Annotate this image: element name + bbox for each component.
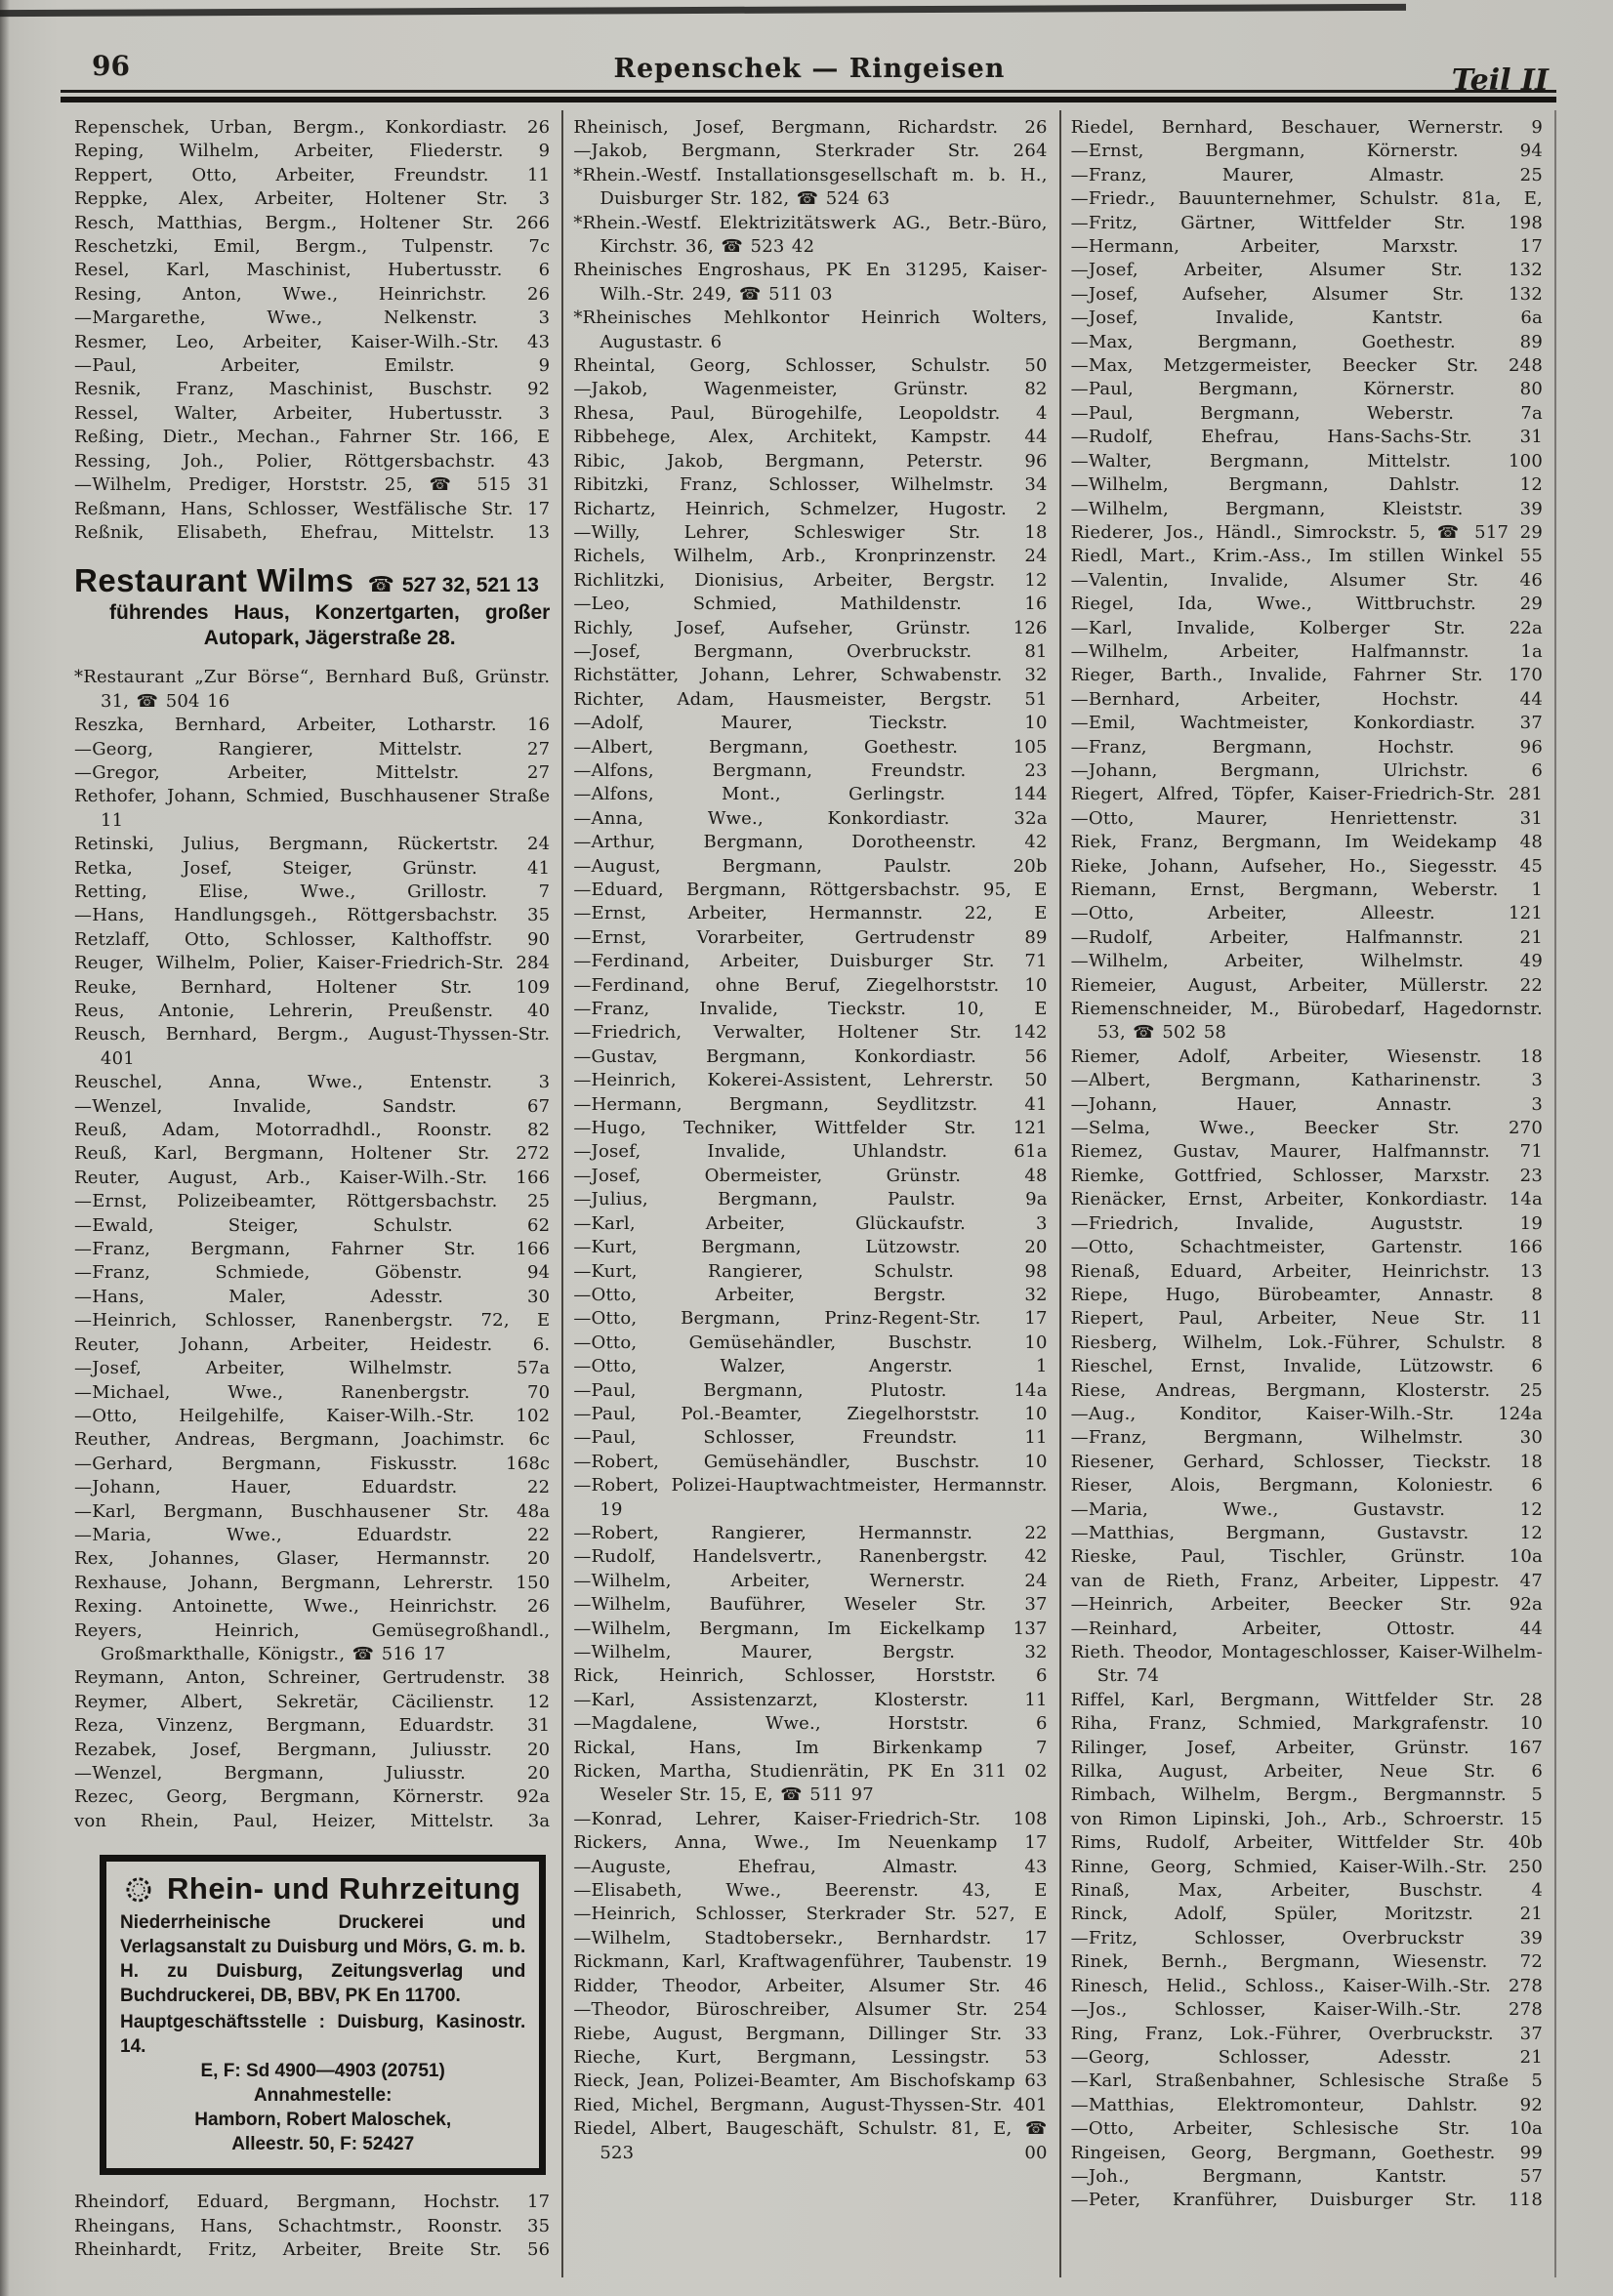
directory-entry: —Franz, Bergmann, Hochstr. 96 xyxy=(1070,736,1543,758)
directory-entry: —Josef, Arbeiter, Wilhelmstr. 57a xyxy=(74,1358,551,1379)
directory-entry: *Rheinisches Mehlkontor Heinrich Wolters, Augustastr. 6 xyxy=(573,308,1048,352)
directory-entry: Reßing, Dietr., Mechan., Fahrner Str. 166, E xyxy=(74,427,551,448)
ad-zeitung-title-row xyxy=(120,1871,525,1906)
directory-entry: Rienaß, Eduard, Arbeiter, Heinrichstr. 13 xyxy=(1070,1260,1543,1282)
directory-entry: Riek, Franz, Bergmann, Im Weidekamp 48 xyxy=(1070,832,1543,853)
directory-entry: —Gregor, Arbeiter, Mittelstr. 27 xyxy=(74,761,551,783)
directory-entry: —Ernst, Vorarbeiter, Gertrudenstr 89 xyxy=(573,926,1048,948)
column-3 xyxy=(1059,110,1556,2277)
scan-artifact-left xyxy=(0,0,10,2296)
ad-zeitung-body: Niederrheinische Druckerei und Verlagsanstalt zu Duisburg und Mörs, G. m. b. H. zu Duisburg, Zeitungsverlag und Buchdruckerei, DB, BBV, PK En 11700. xyxy=(120,1912,526,2007)
directory-entry: Riemez, Gustav, Maurer, Halfmannstr. 71 xyxy=(1070,1141,1543,1163)
entry-list xyxy=(1071,116,1543,2213)
directory-entry: Rheingans, Hans, Schachtmstr., Roonstr. 35 xyxy=(74,2215,551,2236)
directory-entry: —Ewald, Steiger, Schulstr. 62 xyxy=(74,1214,551,1236)
directory-entry: Riegert, Alfred, Töpfer, Kaiser-Friedrich-Str. 281 xyxy=(1070,784,1543,805)
directory-entry: —Josef, Arbeiter, Alsumer Str. 132 xyxy=(1070,260,1543,281)
directory-entry: Rezabek, Josef, Bergmann, Juliusstr. 20 xyxy=(74,1739,551,1760)
directory-entry: —Albert, Bergmann, Goethestr. 105 xyxy=(573,736,1048,758)
directory-entry: —Anna, Wwe., Konkordiastr. 32a xyxy=(573,807,1048,829)
directory-entry: Riedel, Albert, Baugeschäft, Schulstr. 81, E, ☎ 523 00 xyxy=(573,2118,1048,2163)
ad-zeitung-center-line: Hamborn, Robert Maloschek, xyxy=(194,2110,452,2131)
header-rule-thin xyxy=(61,90,1556,93)
directory-entry: —Valentin, Invalide, Alsumer Str. 46 xyxy=(1070,569,1543,591)
directory-entry: von Rimon Lipinski, Joh., Arb., Schroerstr. 15 xyxy=(1070,1808,1543,1829)
directory-entry: Riemenschneider, M., Bürobedarf, Hagedornstr. 53, ☎ 502 58 xyxy=(1070,999,1543,1044)
directory-entry: Ried, Michel, Bergmann, August-Thyssen-Str. 401 xyxy=(573,2094,1048,2115)
directory-entry: Rhesa, Paul, Bürogehilfe, Leopoldstr. 4 xyxy=(573,402,1048,424)
directory-entry: —Wilhelm, Arbeiter, Wilhelmstr. 49 xyxy=(1070,951,1543,972)
directory-entry: Reza, Vinzenz, Bergmann, Eduardstr. 31 xyxy=(74,1715,551,1737)
directory-entry: —Fritz, Schlosser, Overbruckstr 39 xyxy=(1070,1927,1543,1948)
column-1 xyxy=(64,110,561,2277)
directory-entry: —Jakob, Bergmann, Sterkrader Str. 264 xyxy=(573,141,1048,162)
directory-entry: —Otto, Schachtmeister, Gartenstr. 166 xyxy=(1070,1237,1543,1258)
directory-entry: Riepe, Hugo, Bürobeamter, Annastr. 8 xyxy=(1070,1284,1543,1305)
directory-entry: —Robert, Polizei-Hauptwachtmeister, Hermannstr. 19 xyxy=(573,1475,1048,1520)
directory-entry: —Kurt, Rangierer, Schulstr. 98 xyxy=(573,1260,1048,1282)
directory-entry: Reuter, August, Arb., Kaiser-Wilh.-Str. 166 xyxy=(74,1167,551,1188)
directory-entry: Reuß, Adam, Motorradhdl., Roonstr. 82 xyxy=(74,1120,551,1141)
directory-entry: —Franz, Bergmann, Fahrner Str. 166 xyxy=(74,1239,551,1260)
directory-entry: —Karl, Assistenzarzt, Klosterstr. 11 xyxy=(573,1689,1048,1710)
directory-entry: Resmer, Leo, Arbeiter, Kaiser-Wilh.-Str. 43 xyxy=(74,331,551,352)
directory-entry: —Albert, Bergmann, Katharinenstr. 3 xyxy=(1070,1070,1543,1091)
directory-entry: —Friedrich, Verwalter, Holtener Str. 142 xyxy=(573,1022,1048,1044)
directory-entry: —Ernst, Polizeibeamter, Röttgersbachstr. 25 xyxy=(74,1191,551,1212)
directory-entry: —Ernst, Arbeiter, Hermannstr. 22, E xyxy=(573,903,1048,924)
directory-entry: —Gustav, Bergmann, Konkordiastr. 56 xyxy=(573,1046,1048,1067)
directory-entry: Ridder, Theodor, Arbeiter, Alsumer Str. 46 xyxy=(573,1975,1048,1996)
directory-entry: —Theodor, Büroschreiber, Alsumer Str. 254 xyxy=(573,1999,1048,2021)
directory-entry: —Konrad, Lehrer, Kaiser-Friedrich-Str. 108 xyxy=(573,1808,1048,1829)
directory-entry: —Adolf, Maurer, Tieckstr. 10 xyxy=(573,713,1048,734)
directory-entry: —Ferdinand, ohne Beruf, Ziegelhorststr. 10 xyxy=(573,974,1048,996)
directory-entry: Ribitzki, Franz, Schlosser, Wilhelmstr. 34 xyxy=(573,474,1048,496)
directory-entry: —Heinrich, Kokerei-Assistent, Lehrerstr. 50 xyxy=(573,1070,1048,1091)
directory-entry: —Paul, Schlosser, Freundstr. 11 xyxy=(573,1427,1048,1449)
directory-entry: Riemann, Ernst, Bergmann, Weberstr. 1 xyxy=(1070,880,1543,900)
directory-entry: —Margarethe, Wwe., Nelkenstr. 3 xyxy=(74,308,551,329)
directory-entry: —Alfons, Mont., Gerlingstr. 144 xyxy=(573,784,1048,805)
directory-entry: —Hans, Maler, Adesstr. 30 xyxy=(74,1286,551,1307)
directory-entry: Riemke, Gottfried, Schlosser, Marxstr. 23 xyxy=(1070,1165,1543,1186)
directory-entry: Riesener, Gerhard, Schlosser, Tieckstr. 18 xyxy=(1070,1451,1543,1472)
ad-zeitung-center-line: Annahmestelle: xyxy=(253,2085,393,2107)
directory-entry: Rinne, Georg, Schmied, Kaiser-Wilh.-Str. 250 xyxy=(1070,1856,1543,1877)
directory-entry: Retinski, Julius, Bergmann, Rückertstr. 24 xyxy=(74,834,551,855)
directory-entry: Riedl, Mart., Krim.-Ass., Im stillen Winkel 55 xyxy=(1070,546,1543,567)
directory-entry: Rienäcker, Ernst, Arbeiter, Konkordiastr. 14a xyxy=(1070,1189,1543,1210)
directory-entry: —Karl, Arbeiter, Glückaufstr. 3 xyxy=(573,1212,1048,1234)
directory-entry: Richlitzki, Dionisius, Arbeiter, Bergstr. 12 xyxy=(573,569,1048,591)
directory-entry: Rieske, Paul, Tischler, Grünstr. 10a xyxy=(1070,1546,1543,1568)
directory-columns xyxy=(64,110,1556,2277)
directory-entry: Ringeisen, Georg, Bergmann, Goethestr. 99 xyxy=(1070,2142,1543,2163)
directory-entry: —Heinrich, Schlosser, Sterkrader Str. 527, E xyxy=(573,1904,1048,1925)
directory-entry: Repenschek, Urban, Bergm., Konkordiastr. 26 xyxy=(74,117,551,138)
directory-entry: Rimbach, Wilhelm, Bergm., Bergmannstr. 5 xyxy=(1070,1784,1543,1806)
directory-entry: *Rhein.-Westf. Elektrizitätswerk AG., Betr.-Büro, Kirchstr. 36, ☎ 523 42 xyxy=(573,212,1048,258)
directory-entry: —Eduard, Bergmann, Röttgersbachstr. 95, E xyxy=(573,880,1048,900)
directory-entry: Reymer, Albert, Sekretär, Cäcilienstr. 12 xyxy=(74,1691,551,1712)
directory-entry: —Karl, Bergmann, Buschhausener Str. 48a xyxy=(74,1500,551,1522)
directory-entry: *Restaurant „Zur Börse“, Bernhard Buß, Grünstr. 31, ☎ 504 16 xyxy=(74,667,551,712)
directory-entry: Resel, Karl, Maschinist, Hubertusstr. 6 xyxy=(74,260,551,281)
directory-entry: —Wilhelm, Bauführer, Weseler Str. 37 xyxy=(573,1594,1048,1616)
directory-entry: Riemer, Adolf, Arbeiter, Wiesenstr. 18 xyxy=(1070,1046,1543,1067)
directory-entry: Retzlaff, Otto, Schlosser, Kalthoffstr. 90 xyxy=(74,928,551,950)
page-number: 96 xyxy=(92,50,130,82)
ad-rhein-und-ruhrzeitung xyxy=(100,1855,546,2175)
directory-entry: —Jos., Schlosser, Kaiser-Wilh.-Str. 278 xyxy=(1070,1999,1543,2021)
directory-entry: Reppert, Otto, Arbeiter, Freundstr. 11 xyxy=(74,164,551,185)
directory-entry: —Michael, Wwe., Ranenbergstr. 70 xyxy=(74,1381,551,1403)
directory-entry: —Bernhard, Arbeiter, Hochstr. 44 xyxy=(1070,688,1543,710)
directory-entry: —Max, Bergmann, Goethestr. 89 xyxy=(1070,331,1543,352)
directory-entry: Riemeier, August, Arbeiter, Müllerstr. 22 xyxy=(1070,974,1543,996)
directory-entry: —Wilhelm, Bergmann, Dahlstr. 12 xyxy=(1070,474,1543,496)
directory-entry: Ring, Franz, Lok.-Führer, Overbruckstr. 37 xyxy=(1070,2023,1543,2044)
directory-entry: —Wilhelm, Maurer, Bergstr. 32 xyxy=(573,1642,1048,1662)
directory-entry: —Matthias, Bergmann, Gustavstr. 12 xyxy=(1070,1522,1543,1543)
directory-entry: Reyers, Heinrich, Gemüsegroßhandl., Großmarkthalle, Königstr., ☎ 516 17 xyxy=(74,1620,551,1664)
directory-entry: —August, Bergmann, Paulstr. 20b xyxy=(573,855,1048,877)
directory-entry: —Wilhelm, Bergmann, Im Eickelkamp 137 xyxy=(573,1618,1048,1639)
directory-entry: Richstätter, Johann, Lehrer, Schwabenstr. 32 xyxy=(573,665,1048,686)
directory-entry: —Franz, Maurer, Almastr. 25 xyxy=(1070,164,1543,185)
directory-entry: Retka, Josef, Steiger, Grünstr. 41 xyxy=(74,857,551,879)
directory-entry: —Josef, Obermeister, Grünstr. 48 xyxy=(573,1165,1048,1186)
directory-entry: Richly, Josef, Aufseher, Grünstr. 126 xyxy=(573,617,1048,638)
directory-entry: —Magdalene, Wwe., Horststr. 6 xyxy=(573,1713,1048,1735)
ad-wilms-line3: Autopark, Jägerstraße 28. xyxy=(203,627,456,650)
directory-entry: Reus, Antonie, Lehrerin, Preußenstr. 40 xyxy=(74,1001,551,1021)
directory-entry: Rieschel, Ernst, Invalide, Lützowstr. 6 xyxy=(1070,1356,1543,1377)
directory-entry: Reuschel, Anna, Wwe., Entenstr. 3 xyxy=(74,1072,551,1093)
directory-entry: Rheindorf, Eduard, Bergmann, Hochstr. 17 xyxy=(74,2192,551,2213)
directory-entry: —Emil, Wachtmeister, Konkordiastr. 37 xyxy=(1070,713,1543,734)
directory-entry: —Aug., Konditor, Kaiser-Wilh.-Str. 124a xyxy=(1070,1403,1543,1424)
directory-entry: —Reinhard, Arbeiter, Ottostr. 44 xyxy=(1070,1618,1543,1639)
directory-entry: Reßmann, Hans, Schlosser, Westfälische Str. 17 xyxy=(74,498,551,519)
directory-entry: —Fritz, Gärtner, Wittfelder Str. 198 xyxy=(1070,212,1543,233)
directory-entry: Reschetzki, Emil, Bergm., Tulpenstr. 7c xyxy=(74,236,551,258)
directory-entry: Rezec, Georg, Bergmann, Körnerstr. 92a xyxy=(74,1786,551,1808)
directory-entry: —Georg, Schlosser, Adesstr. 21 xyxy=(1070,2046,1543,2068)
entry-list xyxy=(74,666,550,1833)
directory-entry: —Friedrich, Invalide, Auguststr. 19 xyxy=(1070,1212,1543,1234)
directory-entry: —Wilhelm, Stadtobersekr., Bernhardstr. 17 xyxy=(573,1927,1048,1948)
directory-entry: —Wenzel, Invalide, Sandstr. 67 xyxy=(74,1095,551,1117)
directory-entry: Rickers, Anna, Wwe., Im Neuenkamp 17 xyxy=(573,1832,1048,1854)
part-label: Teil II xyxy=(1451,63,1549,98)
directory-entry: —Johann, Hauer, Eduardstr. 22 xyxy=(74,1477,551,1498)
directory-entry: —Johann, Hauer, Annastr. 3 xyxy=(1070,1093,1543,1115)
directory-entry: Reusch, Bernhard, Bergm., August-Thyssen-Str. 401 xyxy=(74,1024,551,1069)
directory-entry: Ressel, Walter, Arbeiter, Hubertusstr. 3 xyxy=(74,402,551,424)
column-2 xyxy=(561,110,1058,2277)
page-header xyxy=(64,29,1554,98)
directory-entry: Rinaß, Max, Arbeiter, Buschstr. 4 xyxy=(1070,1880,1543,1902)
ad-zeitung-center-line: Alleestr. 50, F: 52427 xyxy=(231,2134,415,2155)
directory-entry: Riedel, Bernhard, Beschauer, Wernerstr. 9 xyxy=(1070,117,1543,138)
directory-entry: Richels, Wilhelm, Arb., Kronprinzenstr. 24 xyxy=(573,546,1048,567)
directory-entry: Rinek, Bernh., Bergmann, Wiesenstr. 72 xyxy=(1070,1951,1543,1973)
directory-entry: —Wilhelm, Arbeiter, Wernerstr. 24 xyxy=(573,1570,1048,1591)
directory-entry: Rinck, Adolf, Spüler, Moritzstr. 21 xyxy=(1070,1904,1543,1925)
directory-entry: —Julius, Bergmann, Paulstr. 9a xyxy=(573,1189,1048,1210)
directory-entry: —Paul, Bergmann, Plutostr. 14a xyxy=(573,1379,1048,1401)
ad-wilms-title-row xyxy=(74,562,550,599)
directory-entry: —Otto, Gemüsehändler, Buschstr. 10 xyxy=(573,1332,1048,1353)
ad-wilms-line2: führendes Haus, Konzertgarten, großer xyxy=(109,601,551,625)
directory-entry: —Karl, Straßenbahner, Schlesische Straße 5 xyxy=(1070,2070,1543,2092)
directory-entry: —Gerhard, Bergmann, Fiskusstr. 168c xyxy=(74,1453,551,1474)
directory-entry: —Otto, Maurer, Henriettenstr. 31 xyxy=(1070,807,1543,829)
directory-entry: —Wilhelm, Prediger, Horststr. 25, ☎ 515 31 xyxy=(74,474,551,496)
directory-entry: Reuther, Andreas, Bergmann, Joachimstr. 6c xyxy=(74,1429,551,1451)
directory-entry: Reszka, Bernhard, Arbeiter, Lotharstr. 16 xyxy=(74,715,551,736)
directory-entry: Ribbehege, Alex, Architekt, Kampstr. 44 xyxy=(573,427,1048,448)
directory-entry: Riese, Andreas, Bergmann, Klosterstr. 25 xyxy=(1070,1379,1543,1401)
directory-entry: Rilinger, Josef, Arbeiter, Grünstr. 167 xyxy=(1070,1737,1543,1758)
directory-entry: Rickmann, Karl, Kraftwagenführer, Taubenstr. 19 xyxy=(573,1951,1048,1973)
directory-entry: —Johann, Bergmann, Ulrichstr. 6 xyxy=(1070,759,1543,781)
directory-entry: —Auguste, Ehefrau, Almastr. 43 xyxy=(573,1856,1048,1877)
ad-wilms-phone-numbers: 527 32, 521 13 xyxy=(401,574,539,597)
directory-entry: —Franz, Schmiede, Göbenstr. 94 xyxy=(74,1262,551,1284)
directory-entry: —Rudolf, Ehefrau, Hans-Sachs-Str. 31 xyxy=(1070,427,1543,448)
directory-entry: —Hans, Handlungsgeh., Röttgersbachstr. 35 xyxy=(74,905,551,926)
directory-entry: Reßnik, Elisabeth, Ehefrau, Mittelstr. 13 xyxy=(74,521,551,543)
directory-entry: —Franz, Invalide, Tieckstr. 10, E xyxy=(573,999,1048,1020)
directory-entry: Rieser, Alois, Bergmann, Koloniestr. 6 xyxy=(1070,1475,1543,1496)
directory-entry: —Hermann, Arbeiter, Marxstr. 17 xyxy=(1070,236,1543,258)
directory-entry: —Paul, Bergmann, Körnerstr. 80 xyxy=(1070,379,1543,400)
directory-entry: —Otto, Arbeiter, Alleestr. 121 xyxy=(1070,903,1543,924)
directory-entry: Rheinisches Engroshaus, PK En 31295, Kaiser-Wilh.-Str. 249, ☎ 511 03 xyxy=(573,260,1048,305)
directory-entry: —Rudolf, Arbeiter, Halfmannstr. 21 xyxy=(1070,926,1543,948)
directory-entry: van de Rieth, Franz, Arbeiter, Lippestr. 47 xyxy=(1070,1570,1543,1591)
directory-entry: Richter, Adam, Hausmeister, Bergstr. 51 xyxy=(573,688,1048,710)
ad-zeitung-center-line: E, F: Sd 4900—4903 (20751) xyxy=(200,2061,445,2082)
directory-entry: —Leo, Schmied, Mathildenstr. 16 xyxy=(573,594,1048,615)
directory-entry: Rethofer, Johann, Schmied, Buschhausener Straße 11 xyxy=(74,786,551,831)
directory-entry: Reuger, Wilhelm, Polier, Kaiser-Friedrich-Str. 284 xyxy=(74,953,551,974)
directory-entry: Reppke, Alex, Arbeiter, Holtener Str. 3 xyxy=(74,188,551,210)
directory-entry: Rheintal, Georg, Schlosser, Schulstr. 50 xyxy=(573,355,1048,377)
directory-entry: —Maria, Wwe., Eduardstr. 22 xyxy=(74,1524,551,1545)
directory-entry: —Elisabeth, Wwe., Beerenstr. 43, E xyxy=(573,1880,1048,1902)
ad-wilms-name: Restaurant Wilms xyxy=(74,562,354,599)
directory-entry: Retting, Elise, Wwe., Grillostr. 7 xyxy=(74,881,551,902)
directory-entry: —Otto, Walzer, Angerstr. 1 xyxy=(573,1356,1048,1377)
directory-entry: Riebe, August, Bergmann, Dillinger Str. 33 xyxy=(573,2023,1048,2044)
directory-entry: Riffel, Karl, Bergmann, Wittfelder Str. 28 xyxy=(1070,1689,1543,1710)
directory-entry: —Wenzel, Bergmann, Juliusstr. 20 xyxy=(74,1763,551,1784)
directory-entry: —Selma, Wwe., Beecker Str. 270 xyxy=(1070,1118,1543,1139)
directory-entry: —Joh., Bergmann, Kantstr. 57 xyxy=(1070,2165,1543,2187)
directory-entry: —Walter, Bergmann, Mittelstr. 100 xyxy=(1070,450,1543,472)
entry-list xyxy=(74,2191,550,2262)
directory-entry: *Rhein.-Westf. Installationsgesellschaft m. b. H., Duisburger Str. 182, ☎ 524 63 xyxy=(573,164,1048,210)
directory-entry: —Otto, Arbeiter, Schlesische Str. 10a xyxy=(1070,2118,1543,2140)
directory-entry: —Josef, Bergmann, Overbruckstr. 81 xyxy=(573,640,1048,662)
directory-entry: Riederer, Jos., Händl., Simrockstr. 5, ☎ 517 29 xyxy=(1070,521,1543,543)
directory-entry: Rheinisch, Josef, Bergmann, Richardstr. 26 xyxy=(573,117,1048,138)
directory-entry: Riepert, Paul, Arbeiter, Neue Str. 11 xyxy=(1070,1308,1543,1330)
header-rule-thick xyxy=(61,97,1556,102)
directory-entry: Resnik, Franz, Maschinist, Buschstr. 92 xyxy=(74,379,551,400)
directory-entry: —Ferdinand, Arbeiter, Duisburger Str. 71 xyxy=(573,951,1048,972)
laurel-wreath-icon xyxy=(120,1872,157,1906)
directory-entry: Riha, Franz, Schmied, Markgrafenstr. 10 xyxy=(1070,1713,1543,1735)
directory-entry: —Robert, Gemüsehändler, Buschstr. 10 xyxy=(573,1451,1048,1472)
directory-entry: —Matthias, Elektromonteur, Dahlstr. 92 xyxy=(1070,2094,1543,2115)
directory-entry: —Willy, Lehrer, Schleswiger Str. 18 xyxy=(573,521,1048,543)
ad-restaurant-wilms xyxy=(74,562,550,650)
directory-entry: Rheinhardt, Fritz, Arbeiter, Breite Str. 56 xyxy=(74,2239,551,2261)
directory-entry: Rieger, Barth., Invalide, Fahrner Str. 170 xyxy=(1070,665,1543,686)
directory-entry: —Georg, Rangierer, Mittelstr. 27 xyxy=(74,738,551,759)
directory-entry: —Heinrich, Schlosser, Ranenbergstr. 72, E xyxy=(74,1310,551,1332)
directory-entry: Reuter, Johann, Arbeiter, Heidestr. 6. xyxy=(74,1333,551,1355)
directory-entry: Rinesch, Helid., Schloss., Kaiser-Wilh.-Str. 278 xyxy=(1070,1975,1543,1996)
directory-entry: Resch, Matthias, Bergm., Holtener Str. 266 xyxy=(74,212,551,233)
scan-artifact-top xyxy=(0,4,1406,17)
directory-entry: —Hermann, Bergmann, Seydlitzstr. 41 xyxy=(573,1093,1048,1115)
directory-entry: —Alfons, Bergmann, Freundstr. 23 xyxy=(573,759,1048,781)
directory-entry: Ribic, Jakob, Bergmann, Peterstr. 96 xyxy=(573,450,1048,472)
directory-entry: Rims, Rudolf, Arbeiter, Wittfelder Str. 40b xyxy=(1070,1832,1543,1854)
entry-list xyxy=(573,116,1047,2165)
directory-entry: Rieke, Johann, Aufseher, Ho., Siegesstr. 45 xyxy=(1070,855,1543,877)
directory-entry: Rexhause, Johann, Bergmann, Lehrerstr. 150 xyxy=(74,1572,551,1593)
directory-entry: —Kurt, Bergmann, Lützowstr. 20 xyxy=(573,1237,1048,1258)
directory-entry: Reymann, Anton, Schreiner, Gertrudenstr. 38 xyxy=(74,1667,551,1689)
directory-entry: Rieth. Theodor, Montageschlosser, Kaiser-Wilhelm-Str. 74 xyxy=(1070,1642,1543,1687)
directory-entry: —Wilhelm, Arbeiter, Halfmannstr. 1a xyxy=(1070,640,1543,662)
directory-entry: —Jakob, Wagenmeister, Grünstr. 82 xyxy=(573,379,1048,400)
directory-entry: —Josef, Invalide, Uhlandstr. 61a xyxy=(573,1141,1048,1163)
directory-entry: Richartz, Heinrich, Schmelzer, Hugostr. 2 xyxy=(573,498,1048,519)
directory-entry: von Rhein, Paul, Heizer, Mittelstr. 3a xyxy=(74,1810,551,1831)
directory-entry: —Paul, Arbeiter, Emilstr. 9 xyxy=(74,355,551,377)
directory-entry: Ressing, Joh., Polier, Röttgersbachstr. 43 xyxy=(74,450,551,472)
directory-entry: —Robert, Rangierer, Hermannstr. 22 xyxy=(573,1522,1048,1543)
directory-entry: —Peter, Kranführer, Duisburger Str. 118 xyxy=(1070,2190,1543,2211)
directory-entry: Resing, Anton, Wwe., Heinrichstr. 26 xyxy=(74,283,551,305)
ad-zeitung-center-lines xyxy=(120,2059,525,2156)
directory-entry: —Paul, Pol.-Beamter, Ziegelhorststr. 10 xyxy=(573,1403,1048,1424)
directory-entry: Rilka, August, Arbeiter, Neue Str. 6 xyxy=(1070,1761,1543,1783)
directory-entry: —Heinrich, Arbeiter, Beecker Str. 92a xyxy=(1070,1594,1543,1616)
entry-list xyxy=(74,116,550,545)
directory-entry: —Josef, Aufseher, Alsumer Str. 132 xyxy=(1070,283,1543,305)
directory-entry: —Max, Metzgermeister, Beecker Str. 248 xyxy=(1070,355,1543,377)
directory-entry: Reuß, Karl, Bergmann, Holtener Str. 272 xyxy=(74,1143,551,1165)
directory-entry: —Rudolf, Handelsvertr., Ranenbergstr. 42 xyxy=(573,1546,1048,1568)
phone-icon: ☎ xyxy=(367,572,394,597)
directory-entry: —Franz, Bergmann, Wilhelmstr. 30 xyxy=(1070,1427,1543,1449)
directory-entry: —Ernst, Bergmann, Körnerstr. 94 xyxy=(1070,141,1543,162)
directory-entry: Rick, Heinrich, Schlosser, Horststr. 6 xyxy=(573,1665,1048,1687)
directory-entry: Rickal, Hans, Im Birkenkamp 7 xyxy=(573,1737,1048,1758)
directory-entry: —Paul, Bergmann, Weberstr. 7a xyxy=(1070,402,1543,424)
directory-entry: Ricken, Martha, Studienrätin, PK En 311 02 Weseler Str. 15, E, ☎ 511 97 xyxy=(573,1761,1048,1806)
directory-entry: —Otto, Arbeiter, Bergstr. 32 xyxy=(573,1284,1048,1305)
directory-entry: —Josef, Invalide, Kantstr. 6a xyxy=(1070,308,1543,329)
directory-entry: Riegel, Ida, Wwe., Wittbruchstr. 29 xyxy=(1070,594,1543,615)
page-title: Repenschek — Ringeisen xyxy=(613,54,1006,84)
ad-wilms-phones xyxy=(367,572,539,597)
directory-entry: —Otto, Bergmann, Prinz-Regent-Str. 17 xyxy=(573,1308,1048,1330)
directory-entry: —Arthur, Bergmann, Dorotheenstr. 42 xyxy=(573,832,1048,853)
ad-zeitung-title: Rhein- und Ruhrzeitung xyxy=(167,1871,521,1906)
directory-entry: Rieche, Kurt, Bergmann, Lessingstr. 53 xyxy=(573,2046,1048,2068)
ad-zeitung-hq-line: Hauptgeschäftsstelle : Duisburg, Kasinostr. 14. xyxy=(120,2012,526,2058)
directory-entry: —Otto, Heilgehilfe, Kaiser-Wilh.-Str. 102 xyxy=(74,1405,551,1426)
directory-entry: —Karl, Invalide, Kolberger Str. 22a xyxy=(1070,617,1543,638)
directory-entry: —Hugo, Techniker, Wittfelder Str. 121 xyxy=(573,1118,1048,1139)
directory-entry: Rexing. Antoinette, Wwe., Heinrichstr. 26 xyxy=(74,1596,551,1618)
directory-entry: —Friedr., Bauunternehmer, Schulstr. 81a, E, xyxy=(1070,188,1543,210)
directory-entry: Riesberg, Wilhelm, Lok.-Führer, Schulstr. 8 xyxy=(1070,1332,1543,1353)
directory-entry: Reuke, Bernhard, Holtener Str. 109 xyxy=(74,976,551,998)
directory-entry: Rex, Johannes, Glaser, Hermannstr. 20 xyxy=(74,1548,551,1570)
directory-entry: Reping, Wilhelm, Arbeiter, Fliederstr. 9 xyxy=(74,141,551,162)
directory-entry: —Wilhelm, Bergmann, Kleiststr. 39 xyxy=(1070,498,1543,519)
directory-entry: —Maria, Wwe., Gustavstr. 12 xyxy=(1070,1498,1543,1520)
directory-entry: Rieck, Jean, Polizei-Beamter, Am Bischofskamp 63 xyxy=(573,2070,1048,2092)
